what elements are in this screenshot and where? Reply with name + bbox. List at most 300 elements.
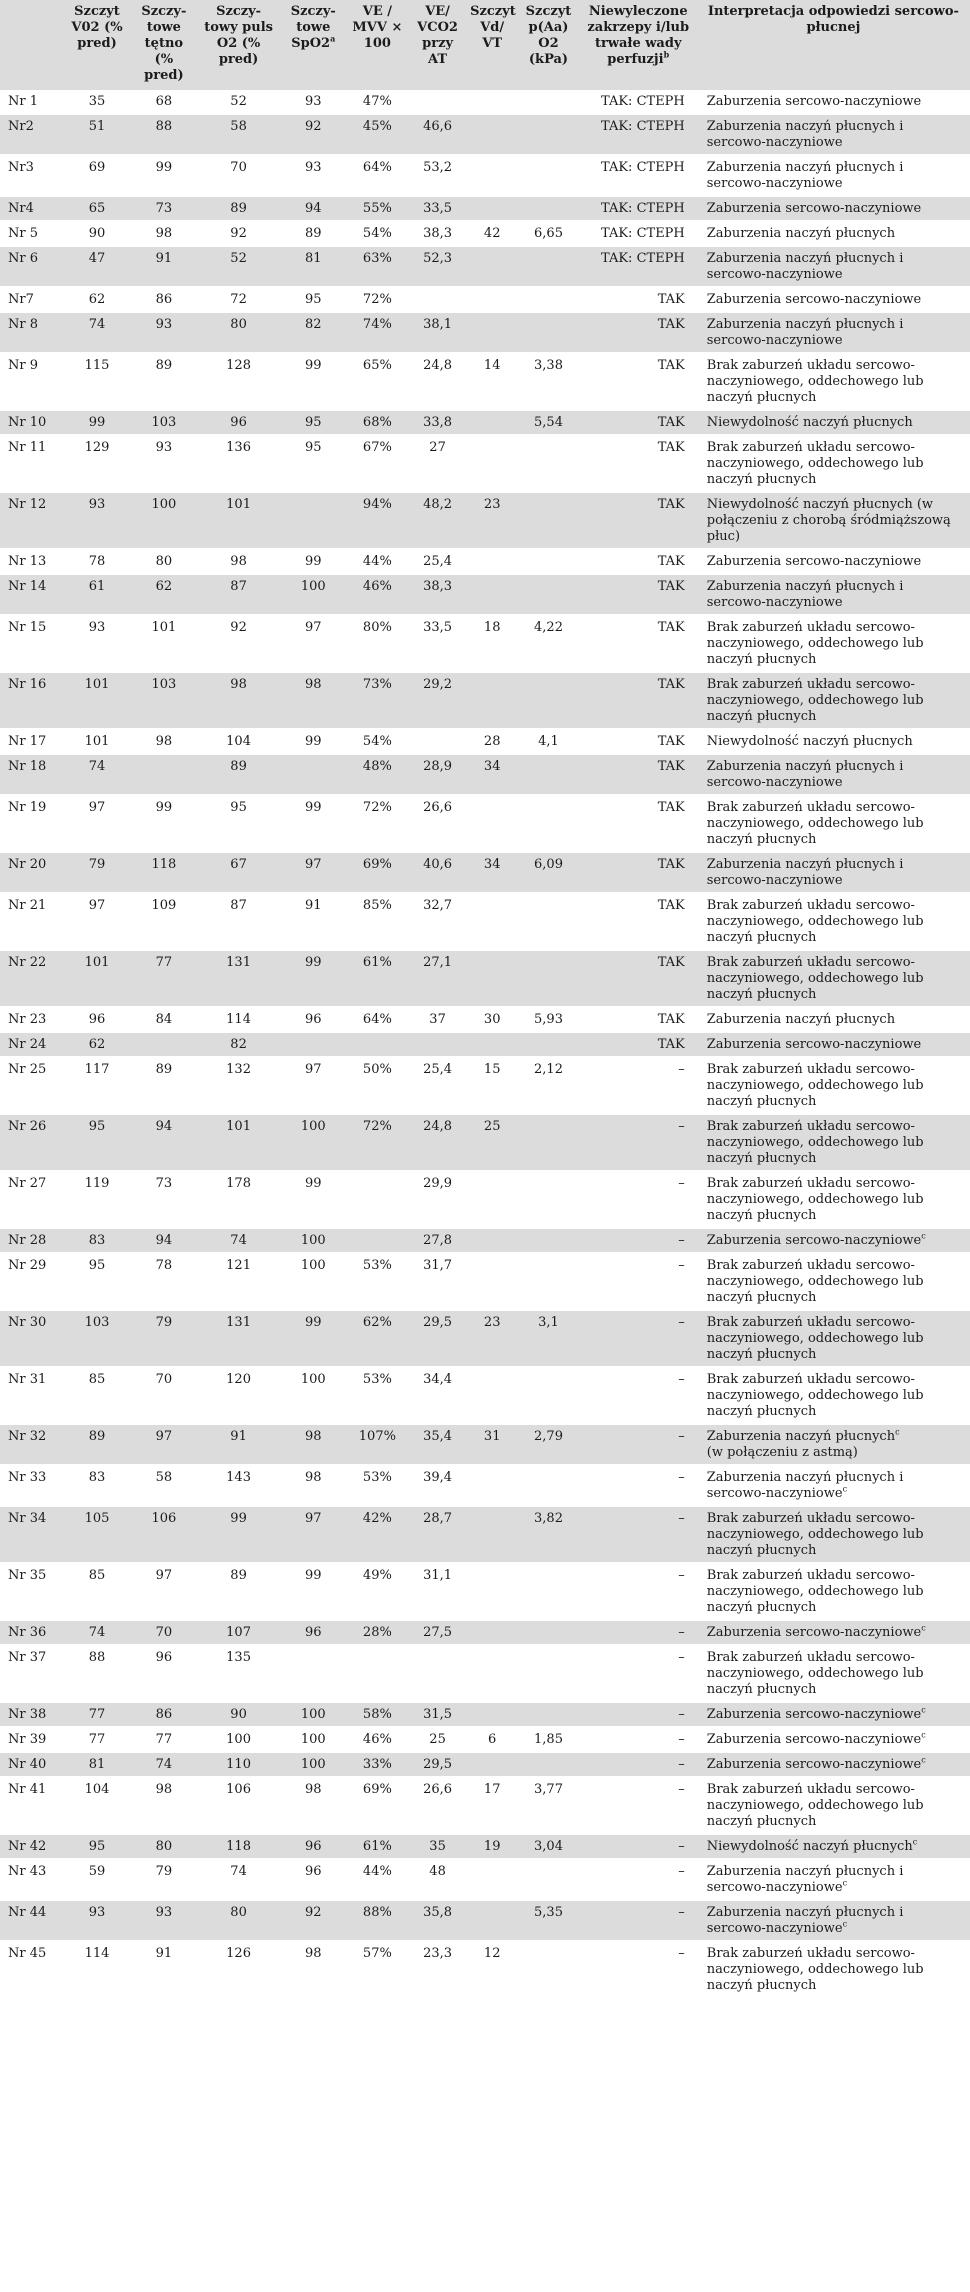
peak-spo2-cell: 95 [280, 410, 347, 435]
peak-spo2-cell: 96 [280, 1620, 347, 1645]
paa-o2-cell [517, 492, 579, 549]
vd-vt-cell [467, 1752, 517, 1777]
vd-vt-cell: 15 [467, 1057, 517, 1114]
ve-vco2-cell: 48 [408, 1859, 467, 1900]
peak-spo2-cell: 100 [280, 1752, 347, 1777]
unresolved-thrombi-cell: TAK [580, 729, 697, 754]
ve-mvv-cell: 58% [347, 1702, 408, 1727]
peak-o2-pulse-cell: 90 [197, 1702, 280, 1727]
peak-heart-rate-cell: 96 [130, 1645, 197, 1702]
vd-vt-cell [467, 795, 517, 852]
patient-id-cell: Nr 26 [0, 1114, 64, 1171]
peak-vo2-cell: 95 [64, 1253, 131, 1310]
peak-heart-rate-cell: 58 [130, 1465, 197, 1506]
peak-spo2-cell: 99 [280, 549, 347, 574]
peak-heart-rate-cell: 91 [130, 246, 197, 287]
table-row [0, 1506, 970, 1563]
vd-vt-cell [467, 672, 517, 729]
vd-vt-cell: 19 [467, 1834, 517, 1859]
peak-vo2-cell: 115 [64, 353, 131, 410]
peak-heart-rate-cell: 77 [130, 950, 197, 1007]
ve-vco2-cell [408, 287, 467, 312]
patient-id-cell: Nr 27 [0, 1171, 64, 1228]
peak-spo2-cell: 89 [280, 221, 347, 246]
peak-spo2-cell [280, 754, 347, 795]
paa-o2-cell [517, 312, 579, 353]
ve-vco2-cell: 29,5 [408, 1310, 467, 1367]
table-row [0, 1752, 970, 1777]
peak-o2-pulse-cell: 52 [197, 246, 280, 287]
peak-spo2-cell: 95 [280, 435, 347, 492]
peak-o2-pulse-cell: 99 [197, 1506, 280, 1563]
paa-o2-cell [517, 287, 579, 312]
peak-o2-pulse-cell: 67 [197, 852, 280, 893]
interpretation-cell [697, 1859, 970, 1900]
paa-o2-cell [517, 1465, 579, 1506]
interpretation-cell [697, 1620, 970, 1645]
table-row [0, 246, 970, 287]
peak-vo2-cell: 101 [64, 729, 131, 754]
interpretation-cell [697, 435, 970, 492]
interpretation-cell [697, 1253, 970, 1310]
paa-o2-cell [517, 1367, 579, 1424]
interpretation-cell [697, 492, 970, 549]
peak-spo2-cell: 100 [280, 1253, 347, 1310]
interpretation-text: Zaburzenia sercowo-naczyniowe [706, 1625, 922, 1640]
peak-heart-rate-cell: 70 [130, 1367, 197, 1424]
table-row [0, 114, 970, 155]
interpretation-cell [697, 893, 970, 950]
peak-o2-pulse-cell: 136 [197, 435, 280, 492]
interpretation-cell [697, 1777, 970, 1834]
peak-heart-rate-cell: 73 [130, 1171, 197, 1228]
interpretation-cell [697, 196, 970, 221]
peak-heart-rate-cell: 98 [130, 729, 197, 754]
interpretation-text: Zaburzenia sercowo-naczyniowe [706, 201, 922, 216]
ve-mvv-cell: 73% [347, 672, 408, 729]
unresolved-thrombi-cell: TAK [580, 435, 697, 492]
header-peak-vo2: Szczyt V02 (% pred) [64, 0, 131, 90]
peak-spo2-cell: 98 [280, 1465, 347, 1506]
peak-o2-pulse-cell: 132 [197, 1057, 280, 1114]
peak-spo2-cell [280, 1032, 347, 1057]
peak-spo2-cell: 99 [280, 950, 347, 1007]
ve-mvv-cell: 46% [347, 574, 408, 615]
interpretation-text: Zaburzenia naczyń płucnych i sercowo-naczyniowe [706, 251, 904, 282]
interpretation-cell [697, 950, 970, 1007]
paa-o2-cell: 5,54 [517, 410, 579, 435]
paa-o2-cell [517, 435, 579, 492]
table-row [0, 672, 970, 729]
peak-heart-rate-cell: 79 [130, 1859, 197, 1900]
peak-heart-rate-cell: 98 [130, 1777, 197, 1834]
ve-vco2-cell: 26,6 [408, 795, 467, 852]
unresolved-thrombi-cell: – [580, 1620, 697, 1645]
interpretation-text: Zaburzenia sercowo-naczyniowe [706, 1707, 922, 1722]
table-row [0, 852, 970, 893]
table-row [0, 729, 970, 754]
peak-spo2-cell [280, 492, 347, 549]
patient-id-cell: Nr 17 [0, 729, 64, 754]
peak-o2-pulse-cell: 131 [197, 950, 280, 1007]
table-row [0, 1727, 970, 1752]
ve-vco2-cell: 35 [408, 1834, 467, 1859]
paa-o2-cell [517, 114, 579, 155]
peak-vo2-cell: 95 [64, 1834, 131, 1859]
table-row [0, 155, 970, 196]
table-row [0, 1032, 970, 1057]
unresolved-thrombi-cell: – [580, 1228, 697, 1253]
peak-o2-pulse-cell: 135 [197, 1645, 280, 1702]
peak-heart-rate-cell: 94 [130, 1228, 197, 1253]
footnote-marker: c [842, 1484, 848, 1494]
unresolved-thrombi-cell: – [580, 1424, 697, 1465]
peak-spo2-cell: 99 [280, 353, 347, 410]
peak-spo2-cell: 100 [280, 1114, 347, 1171]
peak-vo2-cell: 93 [64, 1900, 131, 1941]
ve-vco2-cell [408, 1032, 467, 1057]
ve-vco2-cell: 48,2 [408, 492, 467, 549]
peak-spo2-cell: 97 [280, 1506, 347, 1563]
peak-o2-pulse-cell: 128 [197, 353, 280, 410]
paa-o2-cell [517, 950, 579, 1007]
peak-vo2-cell: 85 [64, 1563, 131, 1620]
interpretation-cell [697, 353, 970, 410]
footnote-marker: c [842, 1919, 848, 1929]
patient-id-cell: Nr 20 [0, 852, 64, 893]
interpretation-text: Zaburzenia sercowo-naczyniowe [706, 292, 922, 307]
paa-o2-cell: 6,65 [517, 221, 579, 246]
vd-vt-cell [467, 1032, 517, 1057]
ve-mvv-cell: 72% [347, 1114, 408, 1171]
peak-vo2-cell: 101 [64, 672, 131, 729]
paa-o2-cell [517, 90, 579, 114]
interpretation-text: Zaburzenia naczyń płucnych [706, 1012, 896, 1027]
interpretation-text: Niewydolność naczyń płucnych [706, 734, 913, 749]
vd-vt-cell: 23 [467, 492, 517, 549]
vd-vt-cell: 34 [467, 754, 517, 795]
header-ve-vco2: VE/ VCO2 przy AT [408, 0, 467, 90]
interpretation-cell [697, 90, 970, 114]
peak-spo2-cell: 93 [280, 155, 347, 196]
ve-vco2-cell: 24,8 [408, 1114, 467, 1171]
patient-id-cell: Nr2 [0, 114, 64, 155]
unresolved-thrombi-cell: TAK [580, 410, 697, 435]
interpretation-text: Brak zaburzeń układu sercowo-naczyniowego, oddechowego lub naczyń płucnych [706, 800, 924, 847]
peak-o2-pulse-cell: 107 [197, 1620, 280, 1645]
peak-heart-rate-cell: 88 [130, 114, 197, 155]
ve-vco2-cell: 33,5 [408, 196, 467, 221]
peak-heart-rate-cell: 118 [130, 852, 197, 893]
paa-o2-cell: 6,09 [517, 852, 579, 893]
vd-vt-cell [467, 893, 517, 950]
ve-mvv-cell: 62% [347, 1310, 408, 1367]
ve-vco2-cell: 33,5 [408, 615, 467, 672]
vd-vt-cell [467, 410, 517, 435]
ve-mvv-cell: 67% [347, 435, 408, 492]
paa-o2-cell [517, 1228, 579, 1253]
peak-vo2-cell: 97 [64, 795, 131, 852]
ve-mvv-cell [347, 1645, 408, 1702]
peak-heart-rate-cell: 62 [130, 574, 197, 615]
interpretation-text: Zaburzenia naczyń płucnych i sercowo-naczyniowe [706, 160, 904, 191]
peak-vo2-cell: 90 [64, 221, 131, 246]
header-interpretation: Interpretacja odpowiedzi sercowo-płucnej [697, 0, 970, 90]
vd-vt-cell [467, 1465, 517, 1506]
footnote-marker: c [842, 1878, 848, 1888]
ve-vco2-cell: 46,6 [408, 114, 467, 155]
peak-spo2-cell: 92 [280, 1900, 347, 1941]
interpretation-text: Zaburzenia sercowo-naczyniowe [706, 1732, 922, 1747]
interpretation-text: Niewydolność naczyń płucnych [706, 1839, 913, 1854]
paa-o2-cell [517, 1253, 579, 1310]
ve-mvv-cell: 53% [347, 1253, 408, 1310]
table-row [0, 90, 970, 114]
table-row [0, 950, 970, 1007]
ve-mvv-cell: 57% [347, 1941, 408, 1998]
paa-o2-cell: 3,1 [517, 1310, 579, 1367]
interpretation-cell [697, 795, 970, 852]
peak-o2-pulse-cell: 92 [197, 615, 280, 672]
ve-mvv-cell: 42% [347, 1506, 408, 1563]
peak-spo2-cell: 98 [280, 1424, 347, 1465]
peak-heart-rate-cell: 99 [130, 155, 197, 196]
unresolved-thrombi-cell: TAK [580, 795, 697, 852]
interpretation-cell [697, 1228, 970, 1253]
vd-vt-cell: 17 [467, 1777, 517, 1834]
patient-id-cell: Nr 14 [0, 574, 64, 615]
patient-id-cell: Nr 44 [0, 1900, 64, 1941]
paa-o2-cell [517, 549, 579, 574]
peak-heart-rate-cell: 70 [130, 1620, 197, 1645]
interpretation-cell [697, 1310, 970, 1367]
unresolved-thrombi-cell: TAK: CTEPH [580, 221, 697, 246]
peak-spo2-cell: 96 [280, 1834, 347, 1859]
header-ve-mvv: VE / MVV × 100 [347, 0, 408, 90]
peak-o2-pulse-cell: 74 [197, 1859, 280, 1900]
unresolved-thrombi-cell: – [580, 1563, 697, 1620]
interpretation-text: Brak zaburzeń układu sercowo-naczyniowego, oddechowego lub naczyń płucnych [706, 1372, 924, 1419]
table-row [0, 492, 970, 549]
interpretation-text: Zaburzenia naczyń płucnych [706, 226, 896, 241]
paa-o2-cell [517, 246, 579, 287]
ve-vco2-cell: 23,3 [408, 1941, 467, 1998]
vd-vt-cell [467, 155, 517, 196]
vd-vt-cell: 23 [467, 1310, 517, 1367]
unresolved-thrombi-cell: – [580, 1367, 697, 1424]
patient-id-cell: Nr 37 [0, 1645, 64, 1702]
peak-vo2-cell: 85 [64, 1367, 131, 1424]
peak-spo2-cell: 100 [280, 1367, 347, 1424]
ve-vco2-cell: 37 [408, 1007, 467, 1032]
peak-vo2-cell: 51 [64, 114, 131, 155]
paa-o2-cell: 3,77 [517, 1777, 579, 1834]
interpretation-text: Zaburzenia sercowo-naczyniowe [706, 1037, 922, 1052]
interpretation-text: Brak zaburzeń układu sercowo-naczyniowego, oddechowego lub naczyń płucnych [706, 1511, 924, 1558]
peak-o2-pulse-cell: 101 [197, 1114, 280, 1171]
peak-o2-pulse-cell: 70 [197, 155, 280, 196]
peak-spo2-cell: 95 [280, 287, 347, 312]
peak-spo2-cell: 97 [280, 1057, 347, 1114]
peak-heart-rate-cell: 86 [130, 1702, 197, 1727]
peak-heart-rate-cell: 73 [130, 196, 197, 221]
table-row [0, 196, 970, 221]
peak-o2-pulse-cell: 106 [197, 1777, 280, 1834]
interpretation-cell [697, 1645, 970, 1702]
patient-id-cell: Nr 40 [0, 1752, 64, 1777]
peak-heart-rate-cell: 86 [130, 287, 197, 312]
vd-vt-cell [467, 1645, 517, 1702]
table-body [0, 90, 970, 1998]
peak-heart-rate-cell: 103 [130, 672, 197, 729]
peak-heart-rate-cell: 93 [130, 1900, 197, 1941]
ve-vco2-cell: 27 [408, 435, 467, 492]
peak-o2-pulse-cell: 98 [197, 672, 280, 729]
unresolved-thrombi-cell: TAK [580, 754, 697, 795]
peak-heart-rate-cell: 68 [130, 90, 197, 114]
interpretation-cell [697, 114, 970, 155]
peak-heart-rate-cell: 97 [130, 1424, 197, 1465]
unresolved-thrombi-cell: TAK: CTEPH [580, 155, 697, 196]
paa-o2-cell [517, 155, 579, 196]
footnote-marker: c [895, 1427, 900, 1437]
unresolved-thrombi-cell: TAK [580, 950, 697, 1007]
interpretation-text: Zaburzenia naczyń płucnych i sercowo-naczyniowe [706, 1864, 904, 1895]
unresolved-thrombi-cell: TAK [580, 893, 697, 950]
peak-vo2-cell: 62 [64, 1032, 131, 1057]
ve-vco2-cell: 31,7 [408, 1253, 467, 1310]
peak-heart-rate-cell: 97 [130, 1563, 197, 1620]
peak-vo2-cell: 61 [64, 574, 131, 615]
ve-mvv-cell: 69% [347, 1777, 408, 1834]
unresolved-thrombi-cell: TAK [580, 672, 697, 729]
peak-vo2-cell: 129 [64, 435, 131, 492]
vd-vt-cell [467, 1859, 517, 1900]
unresolved-thrombi-cell: TAK: CTEPH [580, 114, 697, 155]
paa-o2-cell [517, 893, 579, 950]
paa-o2-cell [517, 1620, 579, 1645]
table-row [0, 1465, 970, 1506]
ve-vco2-cell: 25 [408, 1727, 467, 1752]
patient-id-cell: Nr 1 [0, 90, 64, 114]
ve-mvv-cell: 54% [347, 729, 408, 754]
peak-vo2-cell: 69 [64, 155, 131, 196]
paa-o2-cell: 2,79 [517, 1424, 579, 1465]
peak-vo2-cell: 35 [64, 90, 131, 114]
unresolved-thrombi-cell: – [580, 1752, 697, 1777]
vd-vt-cell [467, 435, 517, 492]
peak-spo2-cell: 98 [280, 672, 347, 729]
unresolved-thrombi-cell: – [580, 1253, 697, 1310]
peak-vo2-cell: 99 [64, 410, 131, 435]
peak-o2-pulse-cell: 72 [197, 287, 280, 312]
peak-spo2-cell: 94 [280, 196, 347, 221]
table-row [0, 410, 970, 435]
unresolved-thrombi-cell: – [580, 1702, 697, 1727]
peak-o2-pulse-cell: 143 [197, 1465, 280, 1506]
unresolved-thrombi-cell: TAK: CTEPH [580, 196, 697, 221]
interpretation-cell [697, 1752, 970, 1777]
ve-mvv-cell: 94% [347, 492, 408, 549]
vd-vt-cell [467, 549, 517, 574]
vd-vt-cell [467, 312, 517, 353]
peak-o2-pulse-cell: 120 [197, 1367, 280, 1424]
peak-vo2-cell: 114 [64, 1941, 131, 1998]
interpretation-text: Zaburzenia naczyń płucnych i sercowo-naczyniowe [706, 579, 904, 610]
peak-vo2-cell: 104 [64, 1777, 131, 1834]
interpretation-text: Brak zaburzeń układu sercowo-naczyniowego, oddechowego lub naczyń płucnych [706, 620, 924, 667]
ve-mvv-cell: 53% [347, 1465, 408, 1506]
interpretation-text: Zaburzenia naczyń płucnych i sercowo-naczyniowe [706, 1470, 904, 1501]
table-row [0, 1645, 970, 1702]
peak-heart-rate-cell: 77 [130, 1727, 197, 1752]
table-row [0, 1114, 970, 1171]
ve-mvv-cell: 44% [347, 1859, 408, 1900]
peak-o2-pulse-cell: 80 [197, 1900, 280, 1941]
ve-mvv-cell: 44% [347, 549, 408, 574]
interpretation-text: Brak zaburzeń układu sercowo-naczyniowego, oddechowego lub naczyń płucnych [706, 1062, 924, 1109]
peak-o2-pulse-cell: 114 [197, 1007, 280, 1032]
vd-vt-cell [467, 1253, 517, 1310]
interpretation-cell [697, 1900, 970, 1941]
peak-heart-rate-cell: 101 [130, 615, 197, 672]
ve-vco2-cell: 24,8 [408, 353, 467, 410]
interpretation-cell [697, 615, 970, 672]
ve-mvv-cell: 33% [347, 1752, 408, 1777]
paa-o2-cell: 3,82 [517, 1506, 579, 1563]
peak-o2-pulse-cell: 131 [197, 1310, 280, 1367]
peak-heart-rate-cell: 79 [130, 1310, 197, 1367]
interpretation-cell [697, 549, 970, 574]
patient-id-cell: Nr 8 [0, 312, 64, 353]
peak-heart-rate-cell: 100 [130, 492, 197, 549]
vd-vt-cell [467, 950, 517, 1007]
vd-vt-cell [467, 1702, 517, 1727]
ve-mvv-cell: 45% [347, 114, 408, 155]
ve-vco2-cell: 34,4 [408, 1367, 467, 1424]
vd-vt-cell: 12 [467, 1941, 517, 1998]
patient-id-cell: Nr 11 [0, 435, 64, 492]
peak-spo2-cell: 100 [280, 1727, 347, 1752]
header-paa-o2: Szczyt p(Aa) O2 (kPa) [517, 0, 579, 90]
ve-vco2-cell: 38,3 [408, 574, 467, 615]
patient-id-cell: Nr 28 [0, 1228, 64, 1253]
ve-mvv-cell: 28% [347, 1620, 408, 1645]
patient-id-cell: Nr 19 [0, 795, 64, 852]
ve-mvv-cell: 64% [347, 155, 408, 196]
unresolved-thrombi-cell: TAK [580, 312, 697, 353]
interpretation-cell [697, 574, 970, 615]
ve-vco2-cell: 35,4 [408, 1424, 467, 1465]
interpretation-cell [697, 852, 970, 893]
paa-o2-cell: 2,12 [517, 1057, 579, 1114]
paa-o2-cell [517, 574, 579, 615]
peak-heart-rate-cell: 99 [130, 795, 197, 852]
ve-mvv-cell: 74% [347, 312, 408, 353]
ve-vco2-cell [408, 90, 467, 114]
header-vd-vt: Szczyt Vd/ VT [467, 0, 517, 90]
paa-o2-cell [517, 672, 579, 729]
peak-spo2-cell: 99 [280, 795, 347, 852]
interpretation-text: Brak zaburzeń układu sercowo-naczyniowego, oddechowego lub naczyń płucnych [706, 1258, 924, 1305]
table-row [0, 615, 970, 672]
interpretation-text: Zaburzenia naczyń płucnych i sercowo-naczyniowe [706, 317, 904, 348]
peak-o2-pulse-cell: 58 [197, 114, 280, 155]
peak-heart-rate-cell: 74 [130, 1752, 197, 1777]
vd-vt-cell [467, 1171, 517, 1228]
peak-vo2-cell: 83 [64, 1465, 131, 1506]
ve-mvv-cell: 53% [347, 1367, 408, 1424]
